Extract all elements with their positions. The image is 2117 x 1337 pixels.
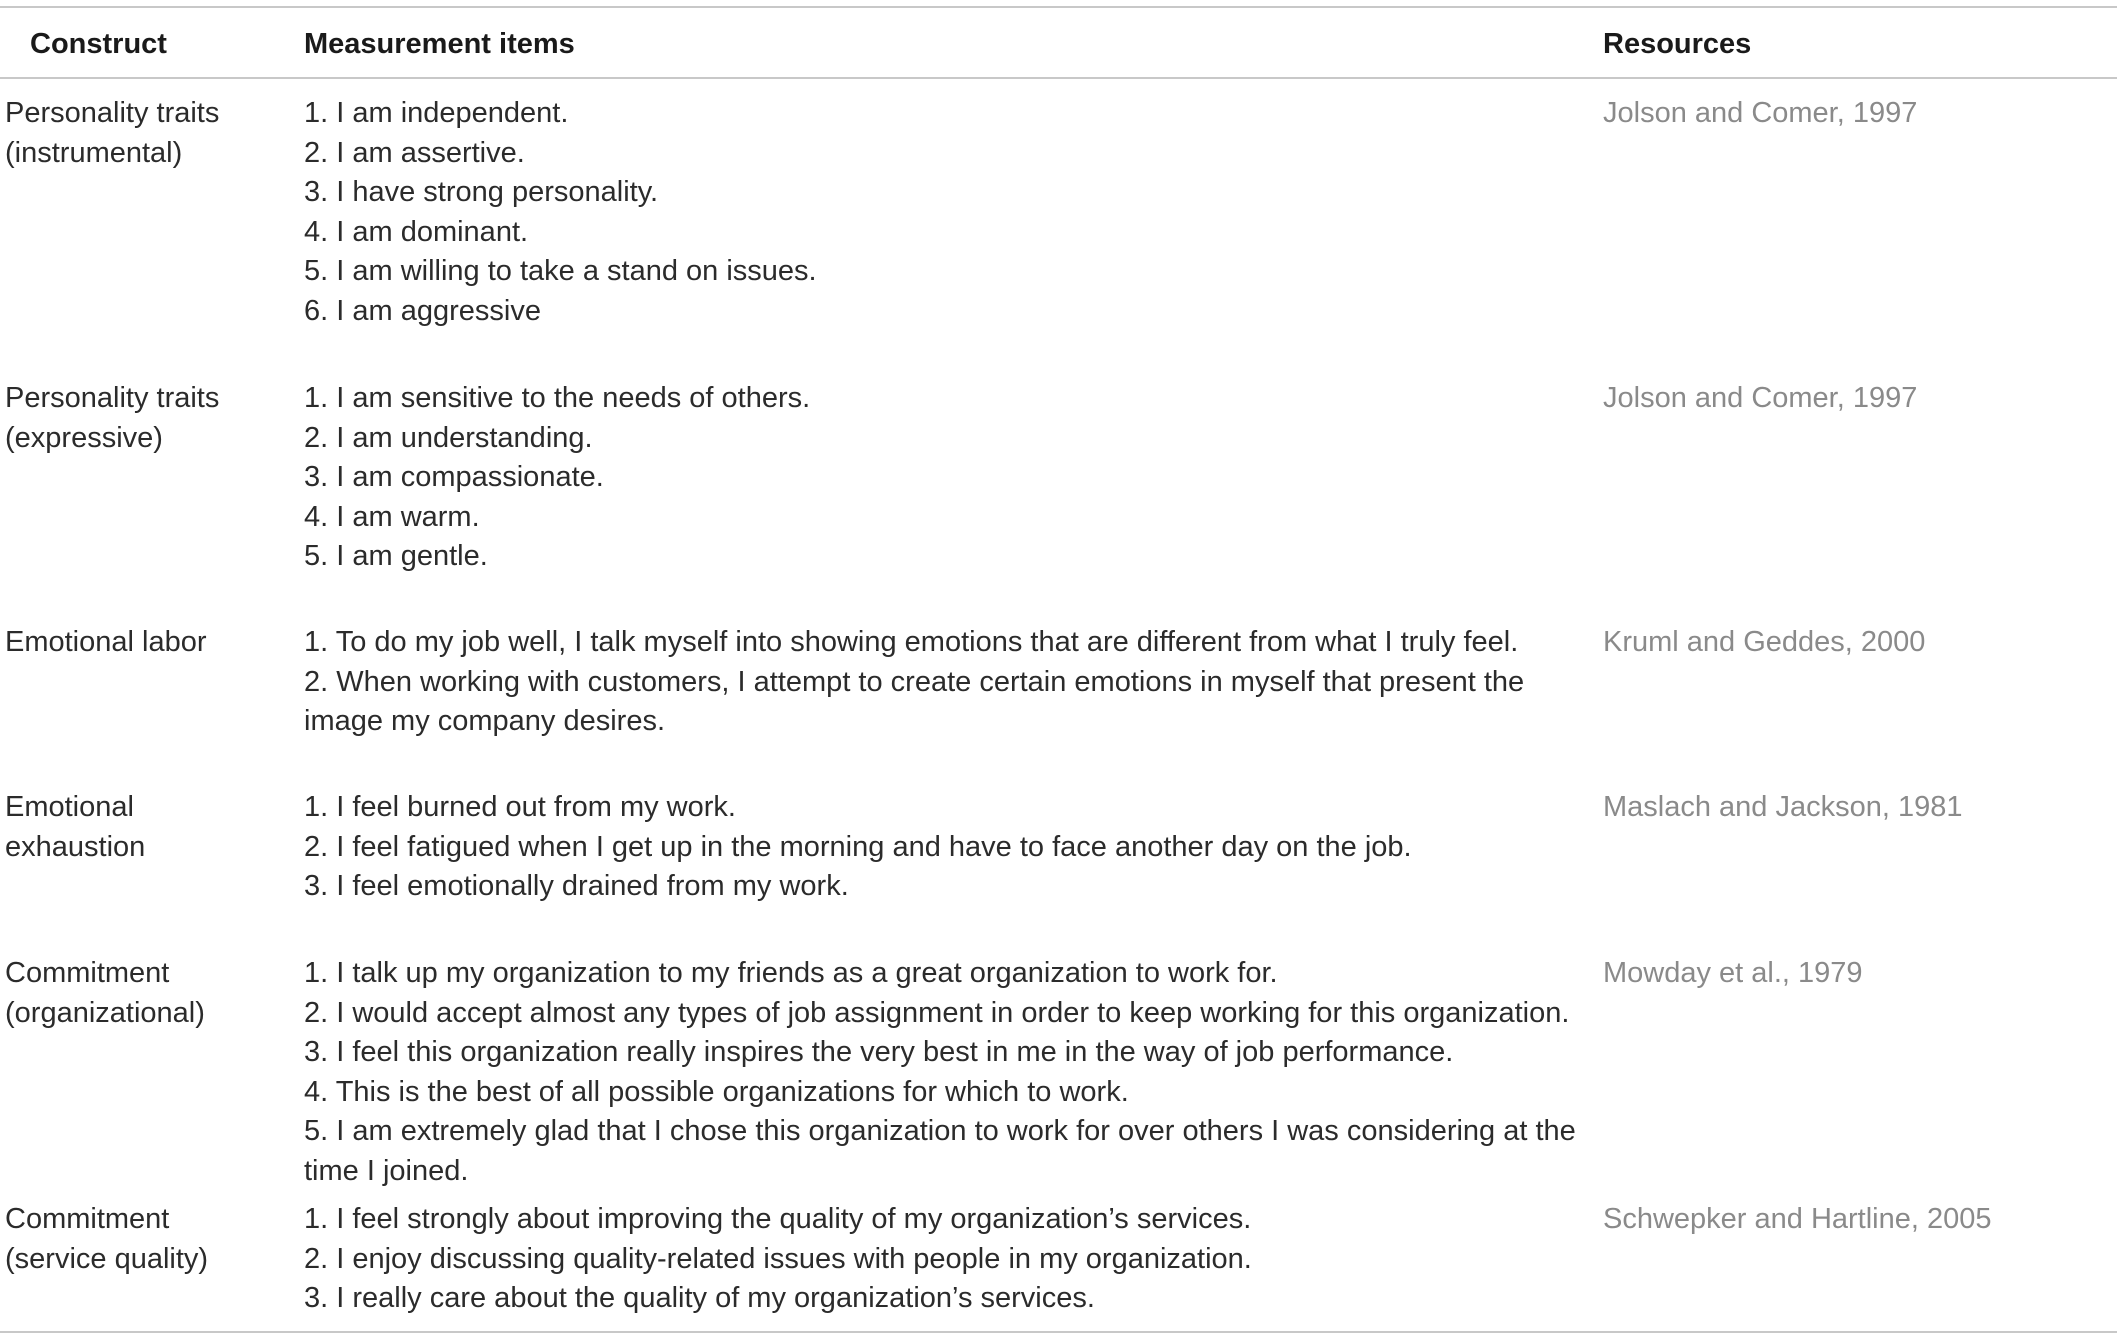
construct-line: (organizational) [5, 996, 205, 1029]
construct-line: Emotional [5, 791, 134, 823]
construct-cell [5, 954, 285, 1033]
measurement-item: 4. I am warm. [304, 500, 480, 533]
construct-line: (expressive) [5, 421, 163, 454]
measurement-items-cell [304, 379, 1584, 577]
table-header-row [0, 6, 2117, 78]
construct-line: Commitment [5, 1203, 170, 1235]
measurement-item: 1. I am independent. [304, 97, 569, 129]
resource-citation: Schwepker and Hartline, 2005 [1603, 1203, 1992, 1235]
measurement-item: 2. I feel fatigued when I get up in the morning and have to face another day on the job. [304, 830, 1412, 863]
measurement-item: 3. I feel this organization really inspires the very best in me in the way of job performance. [304, 1036, 1454, 1069]
construct-cell [5, 94, 285, 173]
measurement-item: time I joined. [304, 1154, 469, 1187]
measurement-item: 2. I enjoy discussing quality-related issues with people in my organization. [304, 1242, 1252, 1275]
measurement-items-cell [304, 1200, 1584, 1319]
construct-line: (instrumental) [5, 136, 183, 169]
measurement-items-cell [304, 623, 1584, 742]
resource-citation: Maslach and Jackson, 1981 [1603, 791, 1963, 823]
resource-citation: Mowday et al., 1979 [1603, 957, 1863, 989]
table-header-rule [0, 77, 2117, 79]
measurement-item: 1. I feel burned out from my work. [304, 791, 736, 823]
construct-line: Personality traits [5, 97, 220, 129]
resource-citation: Jolson and Comer, 1997 [1603, 382, 1918, 414]
construct-cell [5, 788, 285, 867]
construct-line: exhaustion [5, 830, 146, 863]
construct-line: Emotional labor [5, 626, 207, 658]
measurement-item: 5. I am gentle. [304, 540, 488, 573]
measurement-item: 3. I have strong personality. [304, 176, 659, 209]
measurement-item: 5. I am extremely glad that I chose this organization to work for over others I was considering at the [304, 1115, 1576, 1148]
measurement-item: 3. I am compassionate. [304, 461, 604, 494]
header-construct: Construct [30, 28, 167, 60]
measurement-item: 1. I feel strongly about improving the quality of my organization’s services. [304, 1203, 1252, 1235]
table-bottom-rule [0, 1331, 2117, 1333]
measurement-item: 2. I would accept almost any types of job assignment in order to keep working for this organization. [304, 996, 1570, 1029]
measurement-item: 3. I feel emotionally drained from my work. [304, 870, 849, 903]
header-measurement-items: Measurement items [304, 28, 575, 60]
measurement-item: 3. I really care about the quality of my organization’s services. [304, 1282, 1095, 1315]
measurement-item: 5. I am willing to take a stand on issues. [304, 255, 817, 288]
construct-cell [5, 379, 285, 458]
measurement-item: 4. This is the best of all possible organizations for which to work. [304, 1075, 1129, 1108]
construct-line: (service quality) [5, 1242, 209, 1275]
measurement-items-cell [304, 954, 1584, 1192]
construct-line: Personality traits [5, 382, 220, 414]
measurement-item: 1. I talk up my organization to my friends as a great organization to work for. [304, 957, 1278, 989]
measurement-item: 1. I am sensitive to the needs of others. [304, 382, 811, 414]
measurement-item: image my company desires. [304, 705, 666, 738]
resource-citation: Jolson and Comer, 1997 [1603, 97, 1918, 129]
construct-cell [5, 623, 285, 663]
measurement-item: 2. When working with customers, I attempt to create certain emotions in myself that present the [304, 665, 1525, 698]
measurement-item: 6. I am aggressive [304, 294, 541, 327]
measurement-item: 2. I am assertive. [304, 136, 525, 169]
measurement-item: 2. I am understanding. [304, 421, 593, 454]
measurement-items-cell [304, 94, 1584, 332]
header-resources: Resources [1603, 28, 1752, 60]
measurement-items-cell [304, 788, 1584, 907]
measurement-item: 4. I am dominant. [304, 215, 529, 248]
measurement-item: 1. To do my job well, I talk myself into showing emotions that are different from what I truly feel. [304, 626, 1519, 658]
construct-cell [5, 1200, 285, 1279]
resource-citation: Kruml and Geddes, 2000 [1603, 626, 1926, 658]
construct-line: Commitment [5, 957, 170, 989]
